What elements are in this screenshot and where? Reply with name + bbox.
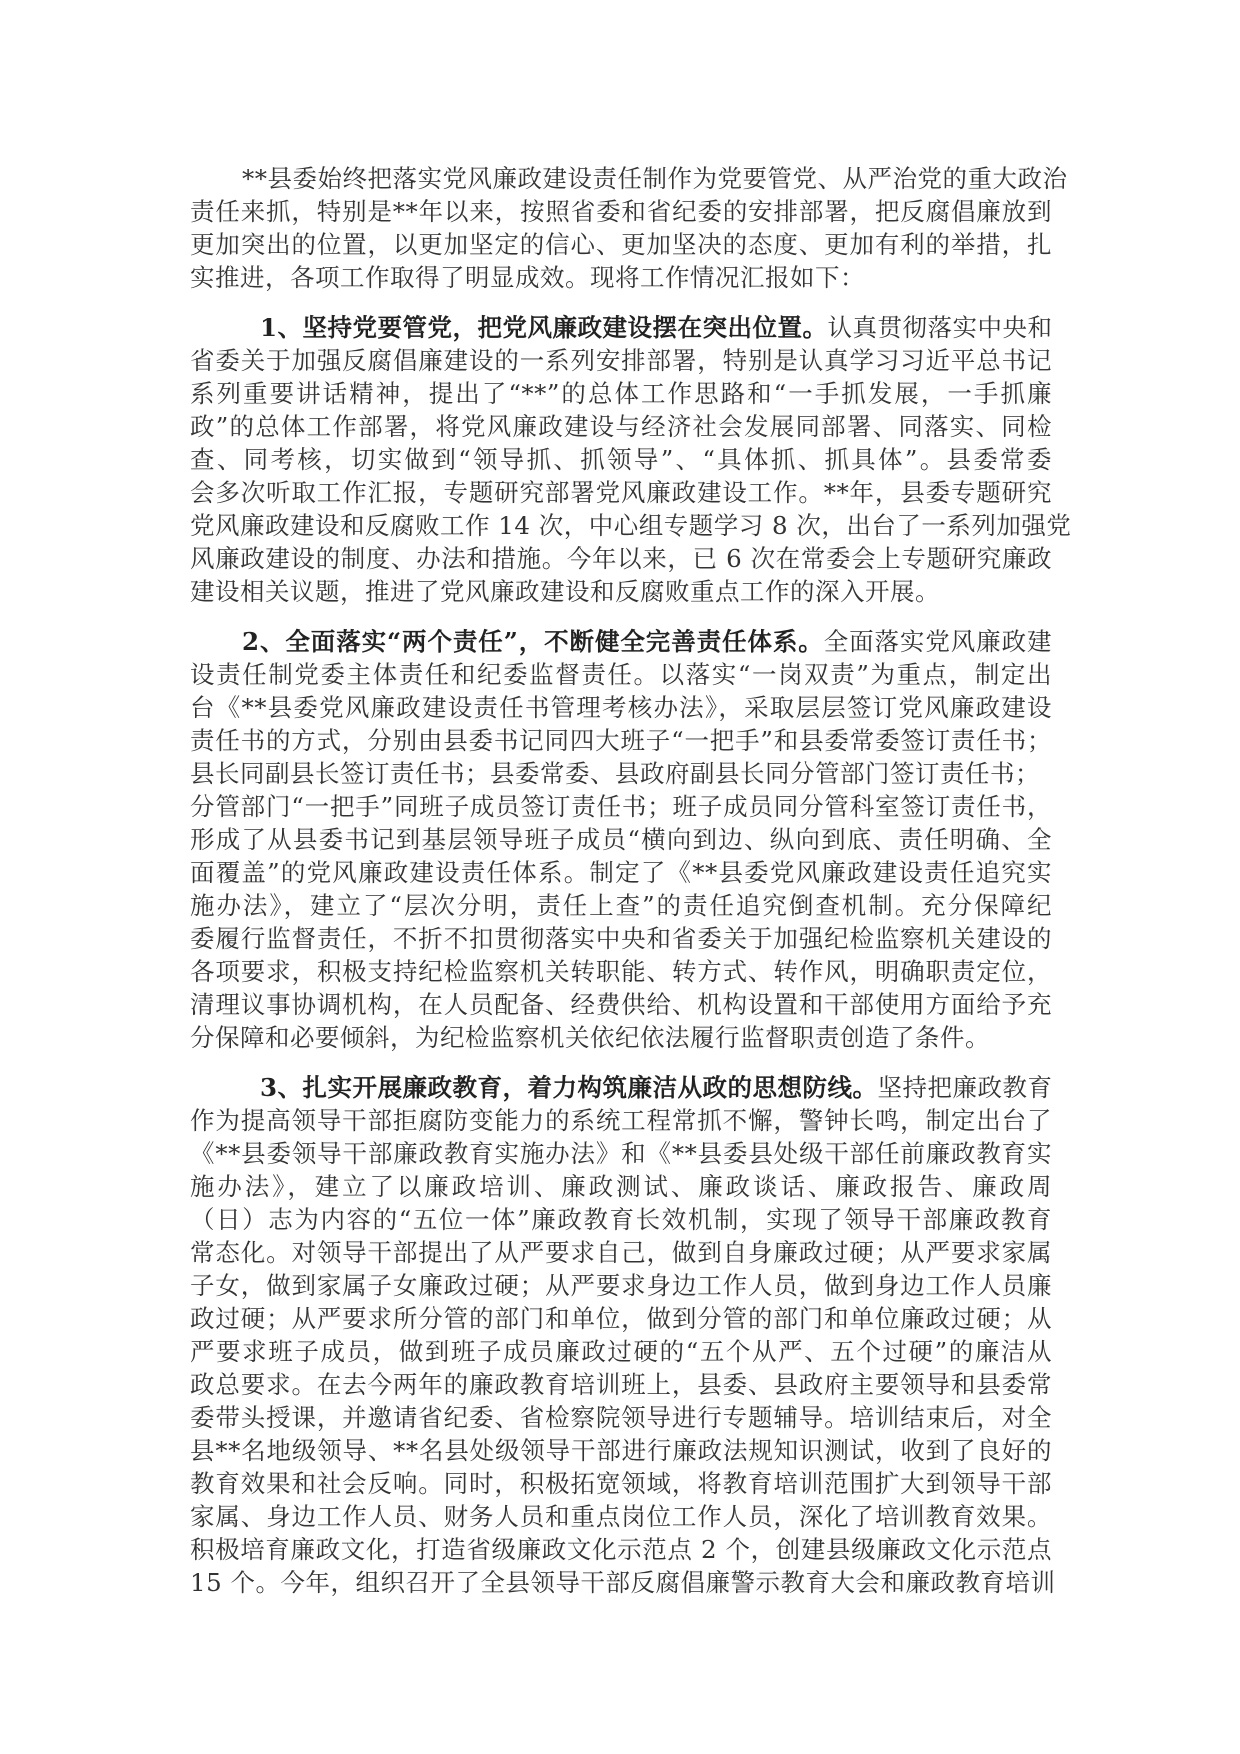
text-line: 分管部门“一把手”同班子成员签订责任书；班子成员同分管科室签订责任书， [190,792,1052,821]
text-line: 责任书的方式，分别由县委书记同四大班子“一把手”和县委常委签订责任书； [190,726,1052,755]
text-line: 台《**县委党风廉政建设责任书管理考核办法》，采取层层签订党风廉政建设 [190,693,1052,722]
section-3-paragraph [190,1071,1056,1599]
text-line: 教育效果和社会反响。同时，积极拓宽领域，将教育培训范围扩大到领导干部 [190,1469,1052,1498]
text-line: 施办法》，建立了“层次分明，责任上查”的责任追究倒查机制。充分保障纪 [190,891,1052,920]
text-line: 《**县委领导干部廉政教育实施办法》和《**县委县处级干部任前廉政教育实 [190,1139,1052,1168]
text-line: 施办法》，建立了以廉政培训、廉政测试、廉政谈话、廉政报告、廉政周 [190,1172,1052,1201]
text-line: 15 个。今年，组织召开了全县领导干部反腐倡廉警示教育大会和廉政教育培训 [190,1568,1056,1597]
text-run: 认真贯彻落实中央和 [827,313,1053,342]
text-line: 责任来抓，特别是**年以来，按照省委和省纪委的安排部署，把反腐倡廉放到 [190,197,1052,226]
text-line: 家属、身边工作人员、财务人员和重点岗位工作人员，深化了培训教育效果。 [190,1502,1052,1531]
heading-line [190,311,1052,344]
text-line: 查、同考核，切实做到“领导抓、抓领导”、“具体抓、抓具体”。县委常委 [190,445,1052,474]
text-line: **县委始终把落实党风廉政建设责任制作为党要管党、从严治党的重大政治 [242,164,1068,193]
text-line: 子女，做到家属子女廉政过硬；从严要求身边工作人员，做到身边工作人员廉 [190,1271,1052,1300]
section-3-heading: 3、扎实开展廉政教育，着力构筑廉洁从政的思想防线。 [260,1073,878,1102]
text-line: （日）志为内容的“五位一体”廉政教育长效机制，实现了领导干部廉政教育 [190,1205,1052,1234]
text-line: 政”的总体工作部署，将党风廉政建设与经济社会发展同部署、同落实、同检 [190,412,1052,441]
section-1-heading: 1、坚持党要管党，把党风廉政建设摆在突出位置。 [260,313,828,342]
text-line: 政过硬；从严要求所分管的部门和单位，做到分管的部门和单位廉政过硬；从 [190,1304,1052,1333]
text-line: 分保障和必要倾斜，为纪检监察机关依纪依法履行监督职责创造了条件。 [190,1023,990,1052]
text-line: 严要求班子成员，做到班子成员廉政过硬的“五个从严、五个过硬”的廉洁从 [190,1337,1052,1366]
text-run: 坚持把廉政教育 [877,1073,1053,1102]
section-2-paragraph [190,625,1052,1054]
text-line: 县**名地级领导、**名县处级领导干部进行廉政法规知识测试，收到了良好的 [190,1436,1052,1465]
heading-line [190,625,1052,658]
text-line: 委带头授课，并邀请省纪委、省检察院领导进行专题辅导。培训结束后，对全 [190,1403,1052,1432]
text-line: 积极培育廉政文化，打造省级廉政文化示范点 2 个，创建县级廉政文化示范点 [190,1535,1052,1564]
text-line: 县长同副县长签订责任书；县委常委、县政府副县长同分管部门签订责任书； [190,759,1040,788]
text-line: 设责任制党委主体责任和纪委监督责任。以落实“一岗双责”为重点，制定出 [190,660,1052,689]
text-line: 系列重要讲话精神，提出了“**”的总体工作思路和“一手抓发展，一手抓廉 [190,379,1052,408]
text-line: 会多次听取工作汇报，专题研究部署党风廉政建设工作。**年，县委专题研究 [190,478,1052,507]
text-line: 省委关于加强反腐倡廉建设的一系列安排部署，特别是认真学习习近平总书记 [190,346,1052,375]
text-line: 各项要求，积极支持纪检监察机关转职能、转方式、转作风，明确职责定位， [190,957,1052,986]
heading-line [190,1071,1052,1104]
text-line: 政总要求。在去今两年的廉政教育培训班上，县委、县政府主要领导和县委常 [190,1370,1052,1399]
text-line: 面覆盖”的党风廉政建设责任体系。制定了《**县委党风廉政建设责任追究实 [190,858,1052,887]
section-2-heading: 2、全面落实“两个责任”，不断健全完善责任体系。 [242,627,824,656]
text-line: 风廉政建设的制度、办法和措施。今年以来，已 6 次在常委会上专题研究廉政 [190,544,1052,573]
text-line: 实推进，各项工作取得了明显成效。现将工作情况汇报如下： [190,263,865,292]
section-1-paragraph [190,311,1072,608]
text-line: 党风廉政建设和反腐败工作 14 次，中心组专题学习 8 次，出台了一系列加强党 [190,511,1072,540]
text-line: 清理议事协调机构，在人员配备、经费供给、机构设置和干部使用方面给予充 [190,990,1052,1019]
text-line: 委履行监督责任，不折不扣贯彻落实中央和省委关于加强纪检监察机关建设的 [190,924,1052,953]
text-line: 形成了从县委书记到基层领导班子成员“横向到边、纵向到底、责任明确、全 [190,825,1052,854]
document-page [190,162,1072,1616]
intro-paragraph [190,162,1068,294]
text-line: 常态化。对领导干部提出了从严要求自己，做到自身廉政过硬；从严要求家属 [190,1238,1052,1267]
text-line: 作为提高领导干部拒腐防变能力的系统工程常抓不懈，警钟长鸣，制定出台了 [190,1106,1052,1135]
text-line: 建设相关议题，推进了党风廉政建设和反腐败重点工作的深入开展。 [190,577,940,606]
text-line: 更加突出的位置，以更加坚定的信心、更加坚决的态度、更加有利的举措，扎 [190,230,1052,259]
text-run: 全面落实党风廉政建 [823,627,1053,656]
